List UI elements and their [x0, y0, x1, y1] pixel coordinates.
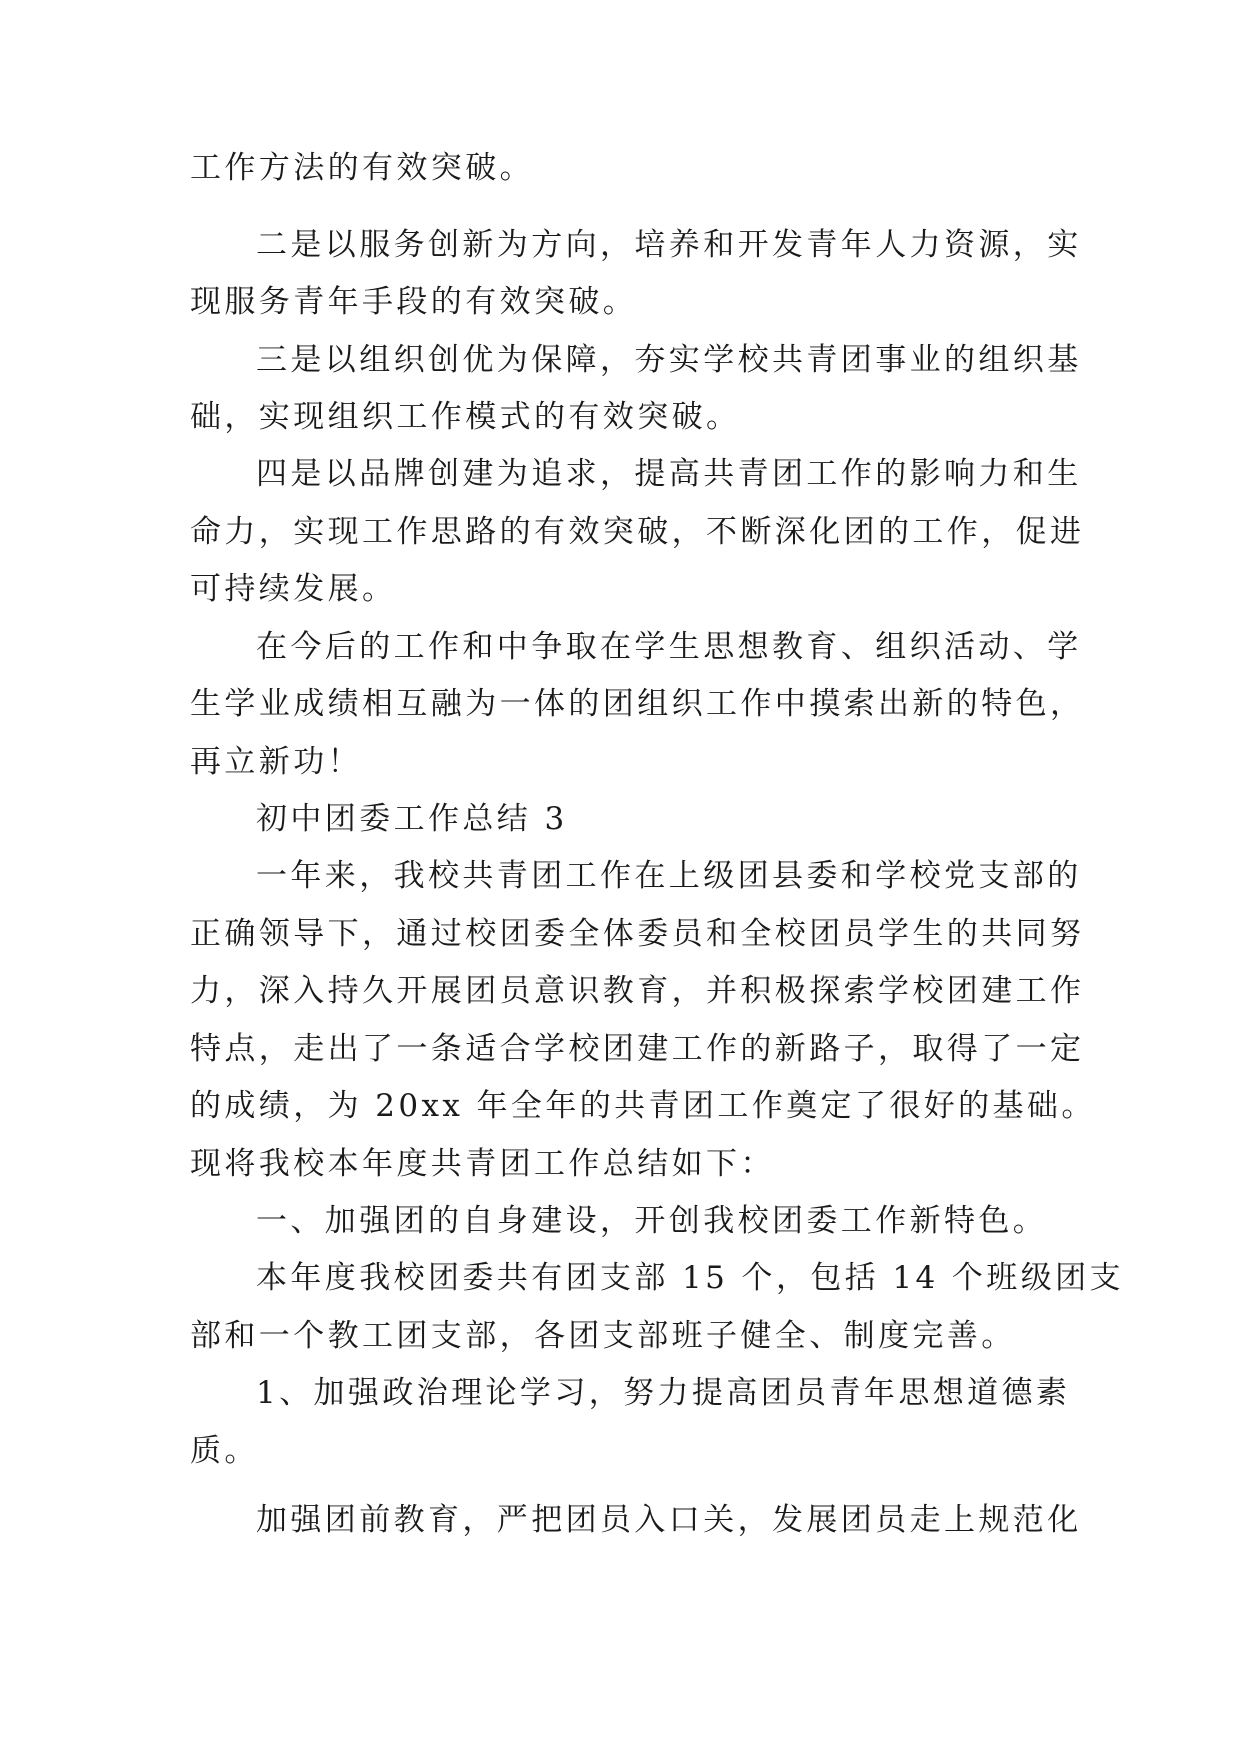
text-line: 质。 — [190, 1433, 259, 1469]
text-line: 正确领导下，通过校团委全体委员和全校团员学生的共同努 — [190, 916, 1085, 952]
text-line: 力，深入持久开展团员意识教育，并积极探索学校团建工作 — [190, 973, 1085, 1009]
text-line: 特点，走出了一条适合学校团建工作的新路子，取得了一定 — [190, 1031, 1085, 1067]
text-line: 加强团前教育，严把团员入口关，发展团员走上规范化 — [256, 1502, 1082, 1538]
text-line: 本年度我校团委共有团支部 15 个，包括 14 个班级团支 — [256, 1260, 1124, 1296]
section-heading: 初中团委工作总结 3 — [256, 801, 568, 837]
text-line: 生学业成绩相互融为一体的团组织工作中摸索出新的特色， — [190, 686, 1085, 722]
text-line: 可持续发展。 — [190, 571, 397, 607]
text-line: 一、加强团的自身建设，开创我校团委工作新特色。 — [256, 1203, 1048, 1239]
text-line: 的成绩，为 20xx 年全年的共青团工作奠定了很好的基础。 — [190, 1088, 1096, 1124]
text-line: 再立新功！ — [190, 744, 362, 780]
text-line: 现服务青年手段的有效突破。 — [190, 284, 638, 320]
text-line: 在今后的工作和中争取在学生思想教育、组织活动、学 — [256, 629, 1082, 665]
text-line: 工作方法的有效突破。 — [190, 150, 534, 186]
text-line: 部和一个教工团支部，各团支部班子健全、制度完善。 — [190, 1318, 1016, 1354]
text-line: 一年来，我校共青团工作在上级团县委和学校党支部的 — [256, 858, 1082, 894]
text-line: 1、加强政治理论学习，努力提高团员青年思想道德素 — [256, 1375, 1071, 1411]
text-line: 四是以品牌创建为追求，提高共青团工作的影响力和生 — [256, 456, 1082, 492]
text-line: 命力，实现工作思路的有效突破，不断深化团的工作，促进 — [190, 514, 1085, 550]
text-line: 三是以组织创优为保障，夯实学校共青团事业的组织基 — [256, 342, 1082, 378]
text-line: 二是以服务创新为方向，培养和开发青年人力资源，实 — [256, 227, 1082, 263]
text-line: 现将我校本年度共青团工作总结如下： — [190, 1146, 775, 1182]
text-line: 础，实现组织工作模式的有效突破。 — [190, 399, 741, 435]
